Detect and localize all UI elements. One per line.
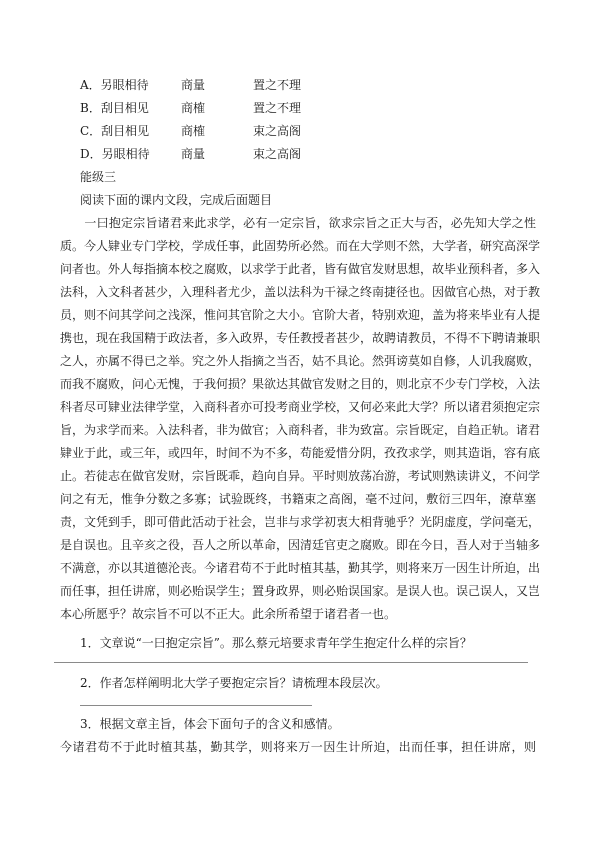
question-3: 3．根据文章主旨，体会下面句子的含义和感情。 xyxy=(80,717,340,731)
option-label: B．刮目相见 xyxy=(80,101,149,115)
passage-line: 科者尽可肄业法律学堂，入商科者亦可投考商业学校，又何必来此大学？所以诸君须抱定宗 xyxy=(60,400,541,414)
passage-line: 而任事，担任讲席，则必贻误学生；置身政界，则必贻误国家。是误人也。误己误人，又岂 xyxy=(60,584,541,598)
passage-line: 肄业于此，或三年，或四年，时间不为不多，苟能爱惜分阴，孜孜求学，则其造诣，容有底 xyxy=(60,446,541,460)
passage-line: 不满意，亦以其道德沦丧。今诸君苟不于此时植其基，勤其学，则将来万一因生计所迫，出 xyxy=(60,561,541,575)
passage-line: 法科，入文科者甚少，入理科者尤少，盖以法科为干禄之终南捷径也。因做官心热，对于教 xyxy=(60,285,541,299)
option-word: 束之高阁 xyxy=(253,147,302,161)
section-title: 能级三 xyxy=(80,170,117,184)
quoted-sentence: 今诸君苟不于此时植其基，勤其学，则将来万一因生计所迫，出而任事，担任讲席，则 xyxy=(60,740,536,754)
reading-instruction: 阅读下面的课内文段，完成后面题目 xyxy=(80,193,273,207)
passage-line: 质。今人肄业专门学校，学成任事，此固势所必然。而在大学则不然，大学者，研究高深学 xyxy=(60,239,541,253)
passage-line: 而我不腐败，问心无愧，于我何损？果欲达其做官发财之目的，则北京不少专门学校，入法 xyxy=(60,377,541,391)
passage-line: 旨，为求学而来。入法科者，非为做官；入商科者，非为致富。宗旨既定，自趋正轨。诸君 xyxy=(60,423,541,437)
passage-line: 携也，现在我国精于政法者，多入政界，专任教授者甚少，故聘请教员，不得不下聘请兼职 xyxy=(60,331,541,345)
option-word: 商榷 xyxy=(181,124,206,138)
answer-line[interactable] xyxy=(54,662,528,663)
option-word: 商量 xyxy=(181,147,206,161)
answer-line[interactable] xyxy=(80,705,312,706)
option-label: D．另眼相待 xyxy=(80,147,150,161)
passage-line: 是自误也。且辛亥之役，吾人之所以革命，因清廷官吏之腐败。即在今日，吾人对于当轴多 xyxy=(60,538,541,552)
option-label: A．另眼相待 xyxy=(80,78,149,92)
passage-line: 问者也。外人每指摘本校之腐败，以求学于此者，皆有做官发财思想，故毕业预科者，多入 xyxy=(60,262,541,276)
passage-line: 责，文凭到手，即可借此活动于社会，岂非与求学初衷大相背驰乎？光阴虚度，学问毫无， xyxy=(60,515,541,529)
option-word: 置之不理 xyxy=(253,101,302,115)
passage-line: 止。若徒志在做官发财，宗旨既乖，趋向自异。平时则放荡冶游，考试则熟读讲义，不问学 xyxy=(60,469,541,483)
passage-line: 之人，亦属不得已之举。究之外人指摘之当否，姑不具论。然弭谤莫如自修，人讥我腐败， xyxy=(60,354,541,368)
question-2: 2．作者怎样阐明北大学子要抱定宗旨？请梳理本段层次。 xyxy=(80,676,388,690)
option-word: 束之高阁 xyxy=(253,124,302,138)
option-word: 商量 xyxy=(181,78,206,92)
option-word: 商榷 xyxy=(181,101,206,115)
passage-line: 本心所愿乎？故宗旨不可以不正大。此余所希望于诸君者一也。 xyxy=(60,607,397,621)
option-word: 置之不理 xyxy=(253,78,302,92)
option-label: C．刮目相见 xyxy=(80,124,150,138)
question-1: 1．文章说“一曰抱定宗旨”。那么蔡元培要求青年学生抱定什么样的宗旨？ xyxy=(80,636,472,650)
passage-line: 员，则不问其学问之浅深，惟问其官阶之大小。官阶大者，特别欢迎，盖为将来毕业有人提 xyxy=(60,308,541,322)
passage-line: 问之有无，惟争分数之多寡；试验既终，书籍束之高阁，毫不过问，敷衍三四年，潦草塞 xyxy=(60,492,536,506)
passage-line: 一曰抱定宗旨诸君来此求学，必有一定宗旨，欲求宗旨之正大与否，必先知大学之性 xyxy=(60,216,536,230)
